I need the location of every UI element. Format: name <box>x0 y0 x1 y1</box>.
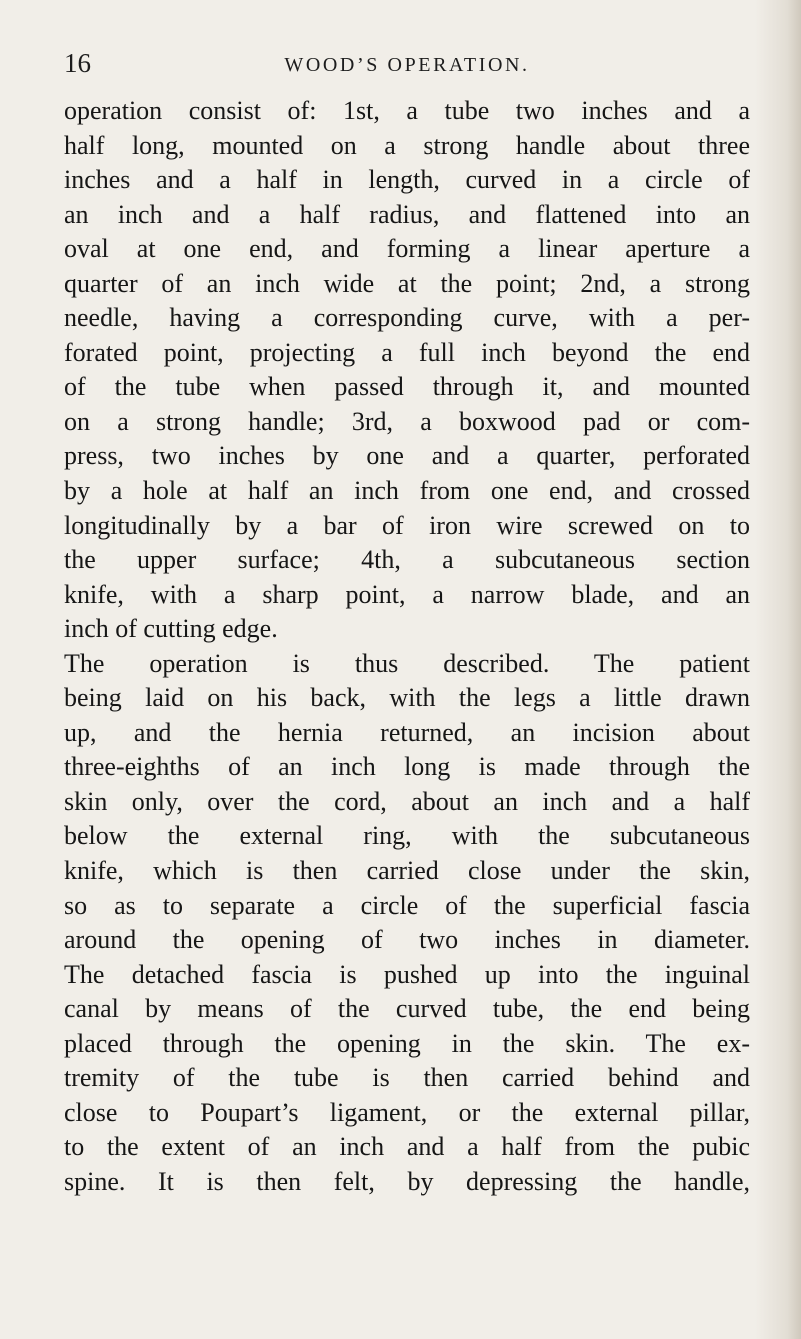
text-line: to the extent of an inch and a half from the pubic <box>64 1132 750 1162</box>
text-line: being laid on his back, with the legs a little drawn <box>64 683 750 713</box>
text-line: The detached fascia is pushed up into the inguinal <box>64 959 750 989</box>
text-line: press, two inches by one and a quarter, perforated <box>64 441 750 471</box>
text-line: of the tube when passed through it, and mounted <box>64 372 750 402</box>
text-line: an inch and a half radius, and flattened into an <box>64 199 750 229</box>
text-line: around the opening of two inches in diameter. <box>64 925 750 955</box>
text-line: forated point, projecting a full inch beyond the end <box>64 337 750 367</box>
text-line: inches and a half in length, curved in a circle of <box>64 165 750 195</box>
text-line: oval at one end, and forming a linear aperture a <box>64 234 750 264</box>
text-line: operation consist of: 1st, a tube two inches and a <box>64 96 750 125</box>
text-line: spine. It is then felt, by depressing the handle, <box>64 1166 750 1196</box>
page-number: 16 <box>64 48 91 78</box>
text-line: longitudinally by a bar of iron wire screwed on to <box>64 510 750 540</box>
text-line: so as to separate a circle of the superficial fascia <box>64 890 750 920</box>
text-line: by a hole at half an inch from one end, and crossed <box>64 476 750 506</box>
running-head: WOOD’S OPERATION. <box>284 54 530 76</box>
text-line: on a strong handle; 3rd, a boxwood pad or com- <box>64 406 750 436</box>
body-text <box>64 94 750 1200</box>
text-line: quarter of an inch wide at the point; 2nd, a strong <box>64 268 750 298</box>
text-line: below the external ring, with the subcutaneous <box>64 821 750 851</box>
text-line: tremity of the tube is then carried behind and <box>64 1063 750 1093</box>
page-edge-shadow <box>755 0 801 1339</box>
text-line: the upper surface; 4th, a subcutaneous section <box>64 545 750 575</box>
text-line: inch of cutting edge. <box>64 614 278 644</box>
text-line: knife, which is then carried close under the skin, <box>64 856 750 886</box>
text-line: three-eighths of an inch long is made through the <box>64 752 750 782</box>
text-line: placed through the opening in the skin. The ex- <box>64 1028 750 1058</box>
text-line: knife, with a sharp point, a narrow blade, and an <box>64 579 750 609</box>
text-line: skin only, over the cord, about an inch and a half <box>64 786 750 816</box>
page-header <box>64 47 750 83</box>
text-line: up, and the hernia returned, an incision about <box>64 717 750 747</box>
text-line: canal by means of the curved tube, the end being <box>64 994 750 1024</box>
text-line: half long, mounted on a strong handle about three <box>64 130 750 160</box>
text-line: needle, having a corresponding curve, with a per- <box>64 303 750 333</box>
text-line: The operation is thus described. The patient <box>64 648 750 678</box>
text-line: close to Poupart’s ligament, or the external pillar, <box>64 1097 750 1127</box>
